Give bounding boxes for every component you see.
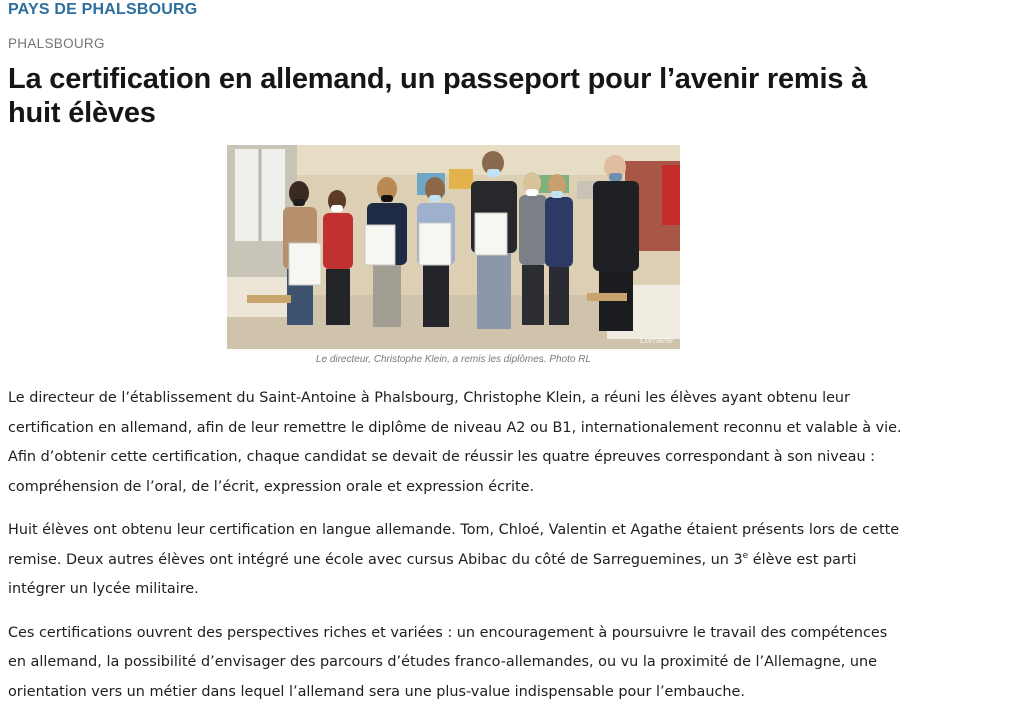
article-paragraph-3: Ces certifications ouvrent des perspectives riches et variées : un encouragement à poursuivre le travail des compétences en allemand, la possibilité d’envisager des parcours d’études franco-allemandes, ou vu la proximité de l’Allemagne, une orientation vers un métier dans lequel l’allemand sera une plus-value indispensable pour l’embauche. — [8, 624, 888, 700]
article-photo — [227, 145, 680, 349]
article-body — [8, 384, 908, 707]
city-label: PHALSBOURG — [8, 36, 105, 51]
photo-caption: Le directeur, Christophe Klein, a remis les diplômes. Photo RL — [315, 354, 592, 365]
section-title[interactable]: PAYS DE PHALSBOURG — [8, 1, 198, 18]
article-paragraph-2: Huit élèves ont obtenu leur certification en langue allemande. Tom, Chloé, Valentin et Agathe étaient présents lors de cette remise. Deux autres élèves ont intégré une école avec cursus Abibac du côté de Sarreguemines, un 3e élève est parti intégrer un lycée militaire. — [8, 522, 900, 597]
photo-watermark: Lorraine — [639, 335, 673, 345]
article-paragraph-1: Le directeur de l’établissement du Saint-Antoine à Phalsbourg, Christophe Klein, a réuni les élèves ayant obtenu leur certification en allemand, afin de leur remettre le diplôme de niveau A2 ou B1, internationalement reconnu et valable à vie. Afin d’obtenir cette certification, chaque candidat se devait de réussir les quatre épreuves correspondant à son niveau : compréhension de l’oral, de l’écrit, expression orale et expression écrite. — [8, 390, 902, 495]
article-headline: La certification en allemand, un passeport pour l’avenir remis à huit élèves — [8, 63, 868, 129]
